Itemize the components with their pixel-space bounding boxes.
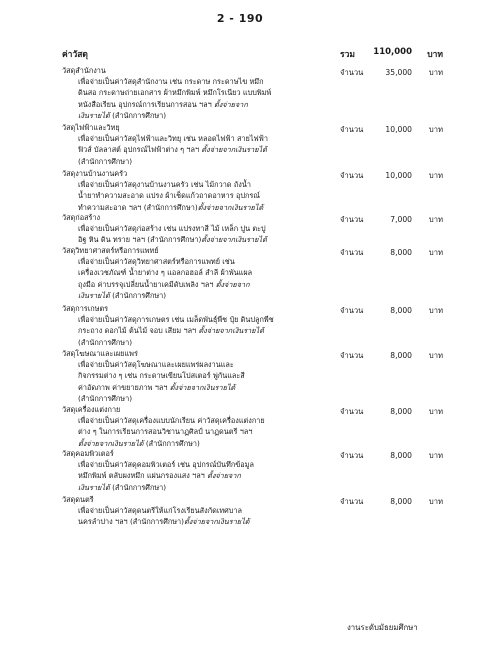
item-description xyxy=(78,179,330,213)
description-line xyxy=(78,290,330,301)
item-unit: บาท xyxy=(428,248,443,257)
description-text: เพื่อจ่ายเป็นค่าวัสดุไฟฟ้าและวิทยุ เช่น หลอดไฟฟ้า สายไฟฟ้า xyxy=(78,134,268,143)
description-line xyxy=(78,516,330,527)
item-amount: 10,000 xyxy=(385,171,412,180)
description-line xyxy=(78,110,330,121)
description-text: กิจกรรมต่าง ๆ เช่น กระดาษเขียนโปสเตอร์ พู่กันและสี xyxy=(78,371,245,381)
item-total-label: จำนวน xyxy=(340,351,364,360)
item-description xyxy=(78,133,330,167)
item-total-label: จำนวน xyxy=(340,171,364,180)
item-description xyxy=(78,459,330,493)
item-unit: บาท xyxy=(428,125,443,134)
description-line xyxy=(78,470,330,481)
item-unit: บาท xyxy=(428,451,443,460)
item-amount: 8,000 xyxy=(390,407,412,416)
item-description xyxy=(78,505,330,528)
description-text: อิฐ หิน ดิน ทราย ฯลฯ (สำนักการศึกษา) xyxy=(78,235,202,245)
item-unit: บาท xyxy=(428,497,443,506)
page-number: 2 - 190 xyxy=(216,12,264,25)
description-text: (สำนักการศึกษา) xyxy=(109,110,167,120)
description-line xyxy=(78,256,330,267)
description-text: (สำนักการศึกษา) xyxy=(78,337,133,347)
description-text: ดินสอ กระดาษถ่ายเอกสาร ผ้าหมึกพิมพ์ หมึกโรเนียว แบบพิมพ์ xyxy=(78,88,272,98)
description-line xyxy=(78,314,330,325)
item-amount: 35,000 xyxy=(385,68,412,77)
description-line xyxy=(78,337,330,348)
item-total-label: จำนวน xyxy=(340,68,364,77)
description-line xyxy=(78,438,330,449)
item-unit: บาท xyxy=(428,407,443,416)
description-line xyxy=(78,144,330,155)
description-text: ทำความสะอาด ฯลฯ (สำนักการศึกษา) xyxy=(78,202,198,212)
funding-source-note: ตั้งจ่ายจากเงินรายได้ xyxy=(197,202,264,212)
description-line xyxy=(78,279,330,290)
funding-source-note: ตั้งจ่ายจาก xyxy=(207,471,241,481)
item-unit: บาท xyxy=(428,68,443,77)
description-text: เพื่อจ่ายเป็นค่าวัสดุโฆษณาและเผยแพร่ผลงานและ xyxy=(78,360,234,369)
description-text: หมึกพิมพ์ ตลับผงหมึก แผ่นกรองแสง ฯลฯ xyxy=(78,471,208,481)
funding-source-note: เงินรายได้ xyxy=(78,290,110,300)
funding-source-note: ตั้งจ่ายจากเงินรายได้ xyxy=(201,235,267,245)
item-title: วัสดุสำนักงาน xyxy=(62,66,106,75)
description-line xyxy=(78,190,330,201)
description-line xyxy=(78,482,330,493)
item-description xyxy=(78,314,330,348)
item-title: วัสดุไฟฟ้าและวิทยุ xyxy=(62,123,120,132)
description-line xyxy=(78,325,330,336)
item-title: วัสดุคอมพิวเตอร์ xyxy=(62,449,114,458)
item-description xyxy=(78,76,330,121)
item-total-label: จำนวน xyxy=(340,451,364,460)
description-line xyxy=(78,393,330,404)
description-text: เพื่อจ่ายเป็นค่าวัสดุดนตรีให้แก่โรงเรียนสังกัดเทศบาล xyxy=(78,506,242,515)
item-description xyxy=(78,223,330,246)
item-amount: 8,000 xyxy=(390,351,412,360)
item-amount: 8,000 xyxy=(390,497,412,506)
description-text: กระถาง ดอกไม้ ต้นไม้ จอบ เสียม ฯลฯ xyxy=(78,326,199,336)
description-line xyxy=(78,415,330,426)
description-line xyxy=(78,382,330,393)
funding-source-note: ตั้งจ่ายจาก xyxy=(214,99,248,109)
description-text: เพื่อจ่ายเป็นค่าวัสดุเครื่องแบบนักเรียน ค่าวัสดุเครื่องแต่งกาย xyxy=(78,416,265,425)
description-line xyxy=(78,76,330,87)
description-text: ต่าง ๆ ในการเรียนการสอนวิชานาฏศิลป์ นาฏดนตรี ฯลฯ xyxy=(78,427,253,437)
description-text: ฟิวส์ บัลลาสต์ อุปกรณ์ไฟฟ้าต่าง ๆ ฯลฯ xyxy=(78,145,202,155)
item-title: วัสดุดนตรี xyxy=(62,495,94,504)
item-amount: 8,000 xyxy=(390,248,412,257)
item-total-label: จำนวน xyxy=(340,248,364,257)
item-description xyxy=(78,256,330,301)
item-title: วัสดุก่อสร้าง xyxy=(62,213,101,222)
description-line xyxy=(78,234,330,245)
description-text: (สำนักการศึกษา) xyxy=(143,438,200,448)
description-line xyxy=(78,179,330,190)
item-amount: 10,000 xyxy=(385,125,412,134)
item-title: วัสดุเครื่องแต่งกาย xyxy=(62,405,121,414)
funding-source-note: เงินรายได้ xyxy=(78,110,110,120)
budget-header-row xyxy=(62,47,450,63)
description-line xyxy=(78,426,330,437)
description-text: (สำนักการศึกษา) xyxy=(109,482,167,492)
description-line xyxy=(78,223,330,234)
description-line xyxy=(78,267,330,278)
header-title: ค่าวัสดุ xyxy=(62,50,88,60)
item-description xyxy=(78,415,330,449)
item-title: วัสดุวิทยาศาสตร์หรือการแพทย์ xyxy=(62,246,159,255)
description-text: เพื่อจ่ายเป็นค่าวัสดุคอมพิวเตอร์ เช่น อุปกรณ์บันทึกข้อมูล xyxy=(78,460,254,469)
description-text: (สำนักการศึกษา) xyxy=(109,290,167,300)
item-unit: บาท xyxy=(428,306,443,315)
description-line xyxy=(78,370,330,381)
footer-note: งานระดับมัธยมศึกษา xyxy=(347,623,418,632)
description-text: เพื่อจ่ายเป็นค่าวัสดุวิทยาศาสตร์หรือการแพทย์ เช่น xyxy=(78,257,235,266)
item-total-label: จำนวน xyxy=(340,407,364,416)
description-text: หนังสือเรียน อุปกรณ์การเรียนการสอน ฯลฯ xyxy=(78,99,214,109)
description-text: น้ำยาทำความสะอาด แปรง ผ้าเช็ดแก้วถาดอาหาร อุปกรณ์ xyxy=(78,191,261,201)
description-line xyxy=(78,505,330,516)
description-text: เพื่อจ่ายเป็นค่าวัสดุสำนักงาน เช่น กระดาษ กระดาษไข หมึก xyxy=(78,77,264,86)
description-text: ถุงมือ ค่าบรรจุเปลี่ยนน้ำยาเคมีดับเพลิง ฯลฯ xyxy=(78,279,216,289)
description-text: ค่าอัดภาพ ค่าขยายภาพ ฯลฯ xyxy=(78,382,170,392)
funding-source-note: ตั้งจ่ายจากเงินรายได้ xyxy=(78,438,144,448)
header-total-label: รวม xyxy=(340,50,355,60)
description-line xyxy=(78,459,330,470)
description-text: นครลำปาง ฯลฯ (สำนักการศึกษา) xyxy=(78,517,184,527)
funding-source-note: ตั้งจ่ายจากเงินรายได้ xyxy=(184,517,250,527)
item-description xyxy=(78,359,330,404)
item-unit: บาท xyxy=(428,215,443,224)
description-line xyxy=(78,99,330,110)
description-text: (สำนักการศึกษา) xyxy=(78,156,133,166)
item-title: วัสดุการเกษตร xyxy=(62,304,109,313)
header-amount: 110,000 xyxy=(373,47,412,57)
item-amount: 7,000 xyxy=(390,215,412,224)
item-total-label: จำนวน xyxy=(340,497,364,506)
funding-source-note: เงินรายได้ xyxy=(78,482,110,492)
funding-source-note: ตั้งจ่ายจากเงินรายได้ xyxy=(201,145,267,155)
funding-source-note: ตั้งจ่ายจากเงินรายได้ xyxy=(169,382,236,392)
description-text: (สำนักการศึกษา) xyxy=(78,393,133,403)
funding-source-note: ตั้งจ่ายจาก xyxy=(215,279,250,289)
item-unit: บาท xyxy=(428,351,443,360)
item-total-label: จำนวน xyxy=(340,306,364,315)
funding-source-note: ตั้งจ่ายจากเงินรายได้ xyxy=(198,326,264,336)
description-text: เพื่อจ่ายเป็นค่าวัสดุงานบ้านงานครัว เช่น ไม้กวาด ถังน้ำ xyxy=(78,180,251,189)
item-total-label: จำนวน xyxy=(340,215,364,224)
description-text: เครื่องเวชภัณฑ์ น้ำยาต่าง ๆ แอลกอฮอล์ สำลี ผ้าพันแผล xyxy=(78,268,253,278)
description-line xyxy=(78,359,330,370)
item-unit: บาท xyxy=(428,171,443,180)
item-title: วัสดุโฆษณาและเผยแพร่ xyxy=(62,349,138,358)
item-amount: 8,000 xyxy=(390,306,412,315)
header-unit: บาท xyxy=(427,50,443,60)
description-line xyxy=(78,202,330,213)
description-line xyxy=(78,87,330,98)
item-total-label: จำนวน xyxy=(340,125,364,134)
item-title: วัสดุงานบ้านงานครัว xyxy=(62,169,128,178)
description-line xyxy=(78,133,330,144)
description-line xyxy=(78,156,330,167)
description-text: เพื่อจ่ายเป็นค่าวัสดุก่อสร้าง เช่น แปรงทาสี ไม้ เหล็ก ปูน ตะปู xyxy=(78,224,266,233)
item-amount: 8,000 xyxy=(390,451,412,460)
description-text: เพื่อจ่ายเป็นค่าวัสดุการเกษตร เช่น เมล็ดพันธุ์พืช ปุ๋ย ดินปลูกพืช xyxy=(78,315,274,324)
